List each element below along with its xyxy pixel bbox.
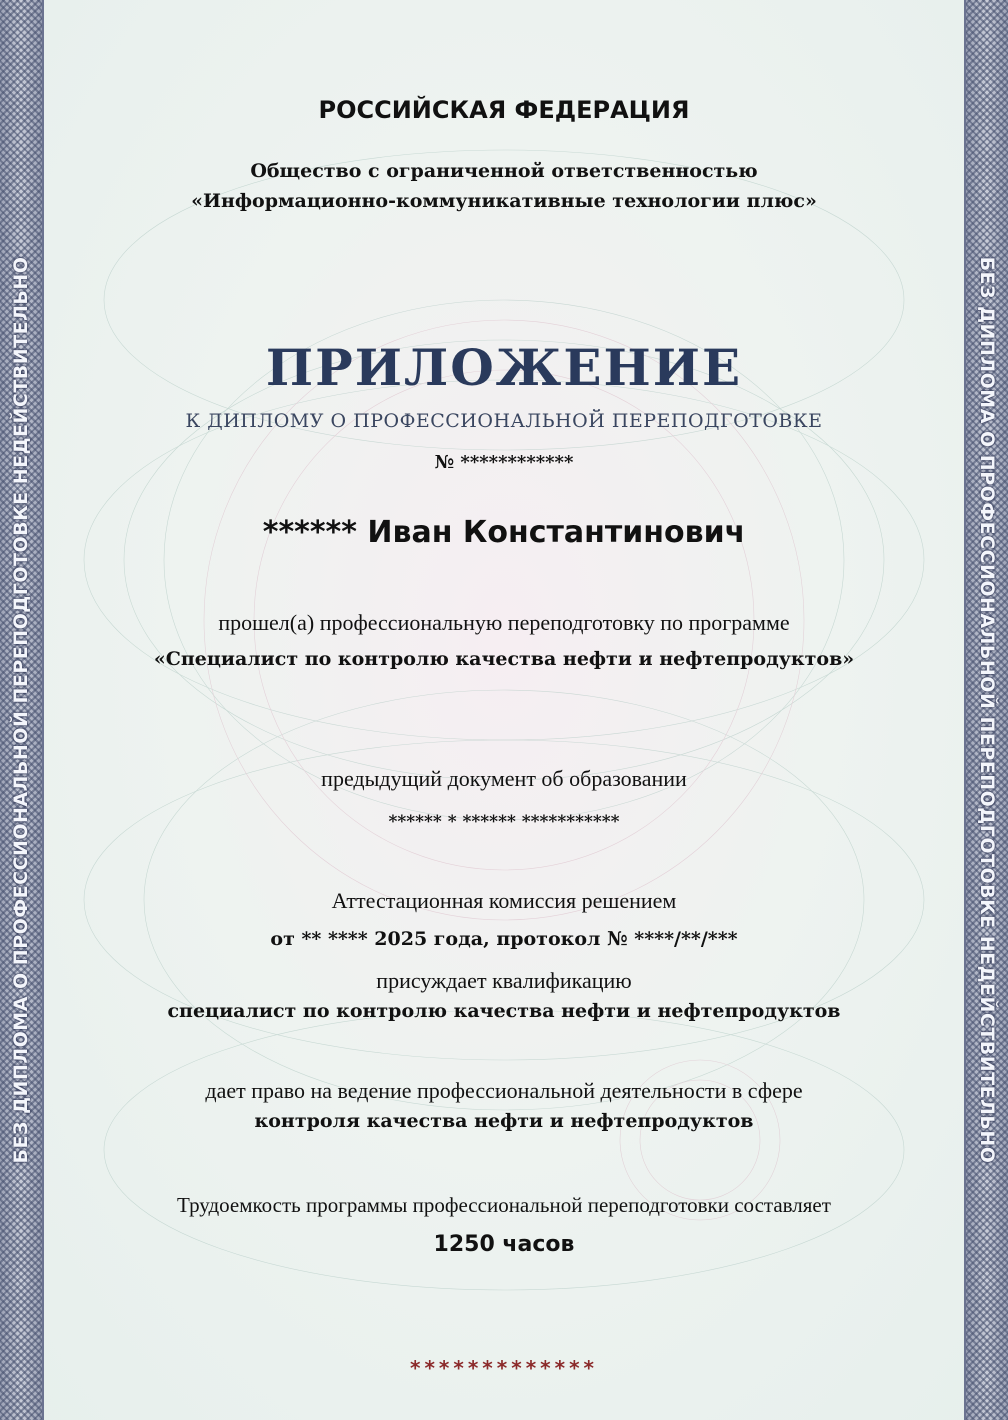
document-title: ПРИЛОЖЕНИЕ: [265, 338, 743, 397]
completed-text: прошел(а) профессиональную переподготовку по программе: [218, 610, 790, 635]
commission-text: Аттестационная комиссия решением: [331, 888, 677, 913]
document-subtitle: К ДИПЛОМУ О ПРОФЕССИОНАЛЬНОЙ ПЕРЕПОДГОТОВКЕ: [185, 410, 823, 432]
previous-document-label: предыдущий документ об образовании: [321, 766, 687, 791]
hours-value: 1250 часов: [433, 1232, 575, 1257]
activity-right-text: дает право на ведение профессиональной деятельности в сфере: [205, 1078, 803, 1103]
program-name: «Специалист по контролю качества нефти и нефтепродуктов»: [153, 648, 855, 670]
document-number: № ************: [434, 452, 574, 473]
serial-number: *************: [410, 1356, 598, 1380]
country-heading: РОССИЙСКАЯ ФЕДЕРАЦИЯ: [318, 96, 690, 124]
right-border-text: БЕЗ ДИПЛОМА О ПРОФЕССИОНАЛЬНОЙ ПЕРЕПОДГОТОВКЕ НЕДЕЙСТВИТЕЛЬНО: [976, 256, 998, 1164]
decision-protocol: от ** **** 2025 года, протокол № ****/**/***: [270, 928, 738, 950]
hours-text: Трудоемкость программы профессиональной переподготовки составляет: [177, 1193, 831, 1217]
organization-name: «Информационно-коммуникативные технологии плюс»: [191, 190, 817, 212]
qualification-value: специалист по контролю качества нефти и нефтепродуктов: [167, 1000, 841, 1022]
organization-type: Общество с ограниченной ответственностью: [250, 160, 758, 182]
holder-name: ****** Иван Константинович: [262, 515, 746, 550]
activity-field: контроля качества нефти и нефтепродуктов: [254, 1110, 754, 1132]
left-border-text: БЕЗ ДИПЛОМА О ПРОФЕССИОНАЛЬНОЙ ПЕРЕПОДГОТОВКЕ НЕДЕЙСТВИТЕЛЬНО: [10, 256, 32, 1164]
awards-text: присуждает квалификацию: [376, 968, 632, 993]
previous-document-value: ****** * ****** ***********: [388, 812, 620, 832]
